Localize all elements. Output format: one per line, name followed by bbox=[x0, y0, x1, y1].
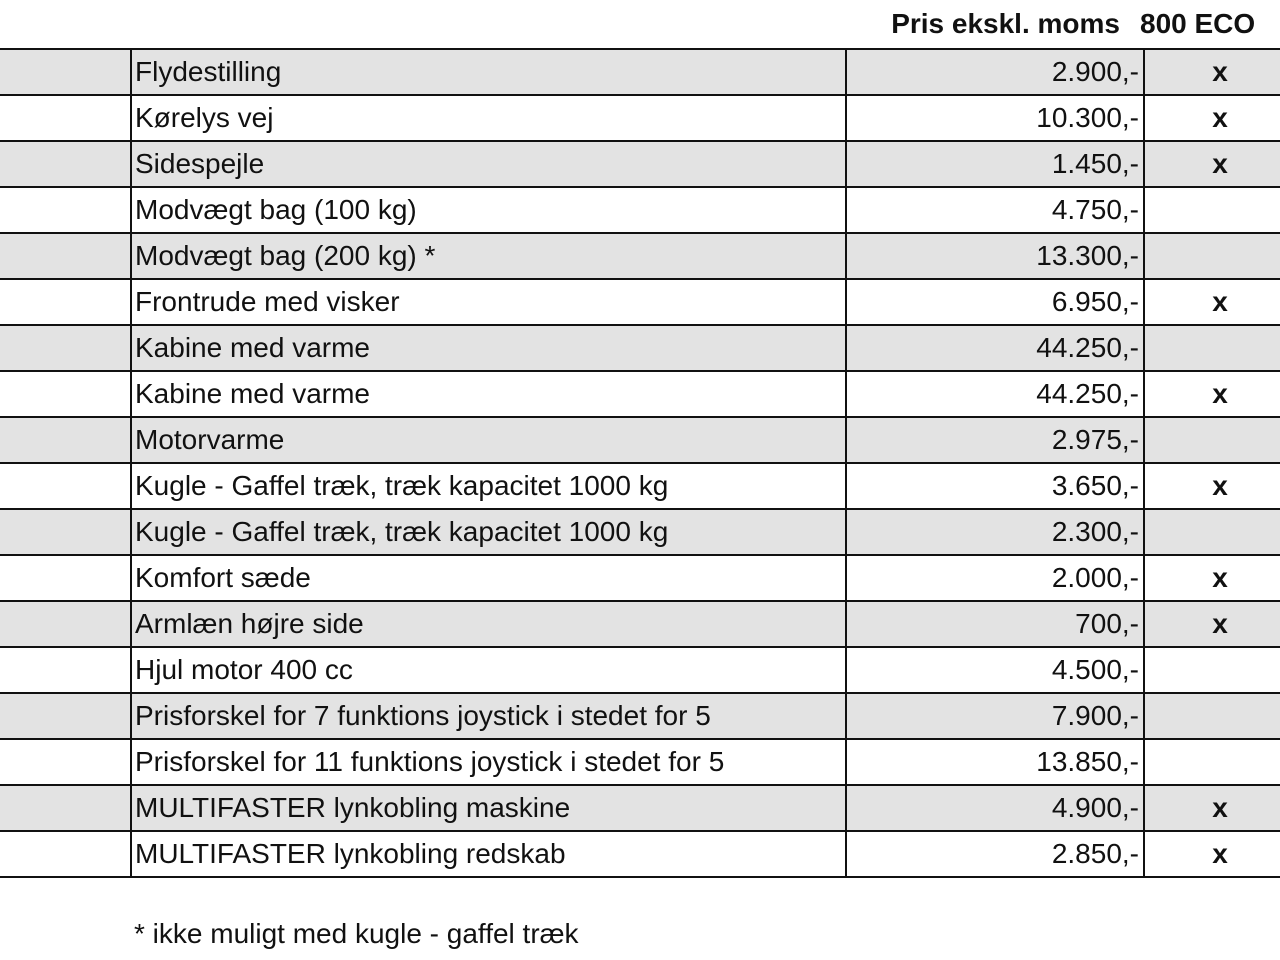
table-row bbox=[0, 831, 1280, 877]
row-description: Frontrude med visker bbox=[131, 279, 846, 325]
row-description: Modvægt bag (100 kg) bbox=[131, 187, 846, 233]
row-blank-cell bbox=[0, 509, 131, 555]
row-included-mark bbox=[1144, 509, 1280, 555]
row-blank-cell bbox=[0, 187, 131, 233]
row-blank-cell bbox=[0, 785, 131, 831]
table-row bbox=[0, 463, 1280, 509]
table-row bbox=[0, 279, 1280, 325]
row-blank-cell bbox=[0, 831, 131, 877]
row-price: 4.500,- bbox=[846, 647, 1144, 693]
row-description: Kørelys vej bbox=[131, 95, 846, 141]
row-price: 4.750,- bbox=[846, 187, 1144, 233]
row-blank-cell bbox=[0, 371, 131, 417]
row-included-mark: x bbox=[1144, 463, 1280, 509]
row-included-mark bbox=[1144, 187, 1280, 233]
table-row bbox=[0, 647, 1280, 693]
row-price: 44.250,- bbox=[846, 371, 1144, 417]
row-description: MULTIFASTER lynkobling redskab bbox=[131, 831, 846, 877]
row-blank-cell bbox=[0, 693, 131, 739]
row-included-mark bbox=[1144, 233, 1280, 279]
table-header bbox=[0, 0, 1280, 48]
table-row bbox=[0, 141, 1280, 187]
row-price: 4.900,- bbox=[846, 785, 1144, 831]
row-description: Prisforskel for 11 funktions joystick i stedet for 5 bbox=[131, 739, 846, 785]
row-price: 7.900,- bbox=[846, 693, 1144, 739]
row-blank-cell bbox=[0, 647, 131, 693]
row-price: 2.850,- bbox=[846, 831, 1144, 877]
table-row bbox=[0, 785, 1280, 831]
table-row bbox=[0, 233, 1280, 279]
table-row bbox=[0, 739, 1280, 785]
row-included-mark: x bbox=[1144, 371, 1280, 417]
row-blank-cell bbox=[0, 141, 131, 187]
row-price: 1.450,- bbox=[846, 141, 1144, 187]
table-row bbox=[0, 371, 1280, 417]
row-blank-cell bbox=[0, 555, 131, 601]
row-description: Modvægt bag (200 kg) * bbox=[131, 233, 846, 279]
row-blank-cell bbox=[0, 601, 131, 647]
footnote: * ikke muligt med kugle - gaffel træk bbox=[134, 918, 579, 949]
table-row bbox=[0, 509, 1280, 555]
row-blank-cell bbox=[0, 417, 131, 463]
row-included-mark: x bbox=[1144, 831, 1280, 877]
row-included-mark bbox=[1144, 693, 1280, 739]
row-description: Sidespejle bbox=[131, 141, 846, 187]
row-price: 10.300,- bbox=[846, 95, 1144, 141]
row-price: 2.300,- bbox=[846, 509, 1144, 555]
row-price: 6.950,- bbox=[846, 279, 1144, 325]
row-description: Kugle - Gaffel træk, træk kapacitet 1000 kg bbox=[131, 509, 846, 555]
row-price: 700,- bbox=[846, 601, 1144, 647]
row-description: Komfort sæde bbox=[131, 555, 846, 601]
row-description: MULTIFASTER lynkobling maskine bbox=[131, 785, 846, 831]
row-blank-cell bbox=[0, 233, 131, 279]
row-description: Motorvarme bbox=[131, 417, 846, 463]
table-row bbox=[0, 325, 1280, 371]
row-blank-cell bbox=[0, 463, 131, 509]
table-row bbox=[0, 95, 1280, 141]
row-price: 2.975,- bbox=[846, 417, 1144, 463]
row-description: Kabine med varme bbox=[131, 371, 846, 417]
row-description: Flydestilling bbox=[131, 49, 846, 95]
row-blank-cell bbox=[0, 49, 131, 95]
row-blank-cell bbox=[0, 739, 131, 785]
row-included-mark: x bbox=[1144, 49, 1280, 95]
row-description: Hjul motor 400 cc bbox=[131, 647, 846, 693]
row-included-mark: x bbox=[1144, 785, 1280, 831]
row-blank-cell bbox=[0, 325, 131, 371]
row-price: 44.250,- bbox=[846, 325, 1144, 371]
row-included-mark bbox=[1144, 417, 1280, 463]
row-description: Kugle - Gaffel træk, træk kapacitet 1000 kg bbox=[131, 463, 846, 509]
row-price: 2.000,- bbox=[846, 555, 1144, 601]
row-included-mark: x bbox=[1144, 279, 1280, 325]
row-description: Prisforskel for 7 funktions joystick i stedet for 5 bbox=[131, 693, 846, 739]
table-row bbox=[0, 187, 1280, 233]
row-description: Armlæn højre side bbox=[131, 601, 846, 647]
table-row bbox=[0, 417, 1280, 463]
price-table bbox=[0, 48, 1280, 878]
price-column-header: Pris ekskl. moms bbox=[891, 8, 1120, 39]
row-blank-cell bbox=[0, 95, 131, 141]
row-included-mark: x bbox=[1144, 555, 1280, 601]
row-included-mark bbox=[1144, 739, 1280, 785]
row-included-mark: x bbox=[1144, 601, 1280, 647]
table-row bbox=[0, 555, 1280, 601]
row-price: 13.300,- bbox=[846, 233, 1144, 279]
row-price: 3.650,- bbox=[846, 463, 1144, 509]
row-blank-cell bbox=[0, 279, 131, 325]
model-column-header: 800 ECO bbox=[1140, 8, 1256, 39]
row-price: 2.900,- bbox=[846, 49, 1144, 95]
table-row bbox=[0, 49, 1280, 95]
table-row bbox=[0, 693, 1280, 739]
row-price: 13.850,- bbox=[846, 739, 1144, 785]
row-included-mark: x bbox=[1144, 141, 1280, 187]
row-included-mark bbox=[1144, 647, 1280, 693]
table-row bbox=[0, 601, 1280, 647]
row-included-mark bbox=[1144, 325, 1280, 371]
row-description: Kabine med varme bbox=[131, 325, 846, 371]
row-included-mark: x bbox=[1144, 95, 1280, 141]
